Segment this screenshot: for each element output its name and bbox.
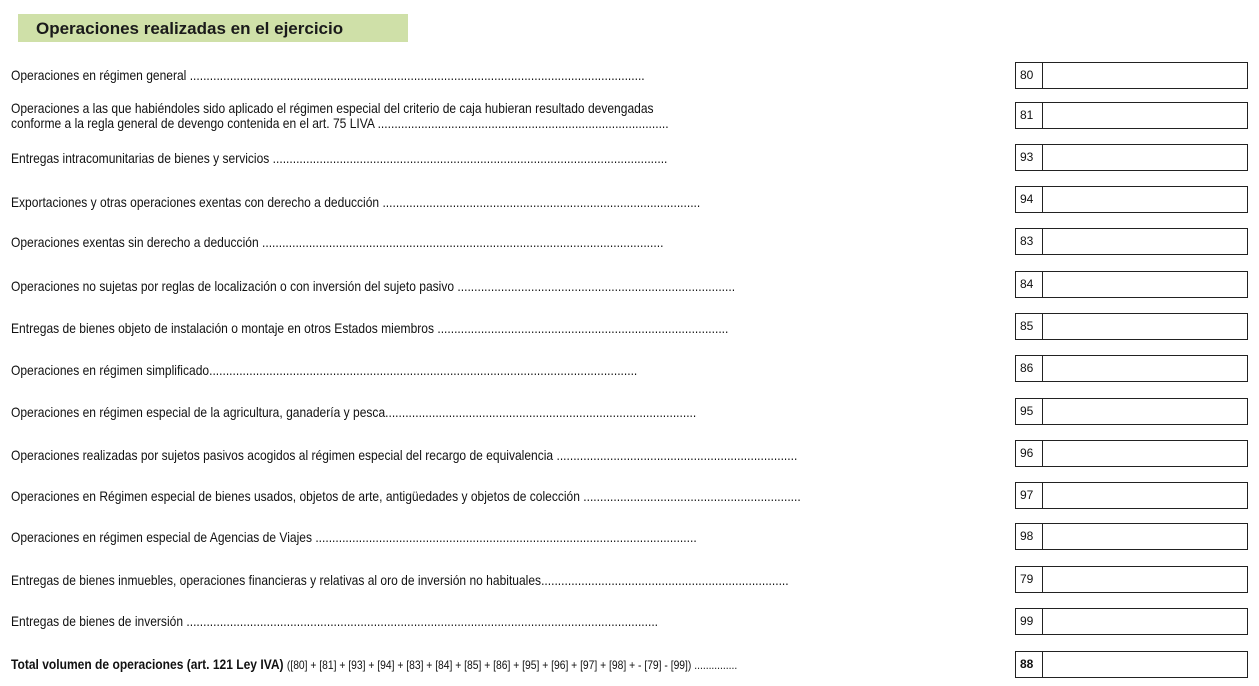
row-label-text: Exportaciones y otras operaciones exentas con derecho a deducción — [11, 194, 383, 210]
box-value-88[interactable] — [1043, 651, 1248, 678]
row-label-text: Operaciones no sujetas por reglas de localización o con inversión del sujeto pasivo — [11, 278, 458, 294]
row-label-text: conforme a la regla general de devengo contenida en el art. 75 LIVA — [11, 115, 378, 131]
box-value-81[interactable] — [1043, 102, 1248, 129]
row-81 — [0, 100, 1259, 134]
box-value-94[interactable] — [1043, 186, 1248, 213]
dot-leader: ...................................................................................................................... — [272, 150, 668, 166]
row-96 — [0, 440, 1259, 467]
box-code-85: 85 — [1015, 313, 1043, 340]
box-value-86[interactable] — [1043, 355, 1248, 382]
box-code-81: 81 — [1015, 102, 1043, 129]
box-code-83: 83 — [1015, 228, 1043, 255]
box-value-80[interactable] — [1043, 62, 1248, 89]
total-label — [11, 656, 862, 673]
row-label — [11, 150, 862, 166]
box-code-88: 88 — [1015, 651, 1043, 678]
row-83 — [0, 228, 1259, 255]
box-code-93: 93 — [1015, 144, 1043, 171]
row-label-line1 — [11, 100, 862, 116]
box-value-85[interactable] — [1043, 313, 1248, 340]
dot-leader: ........................................................................................................................ — [261, 234, 664, 250]
row-label — [11, 67, 862, 83]
box-value-97[interactable] — [1043, 482, 1248, 509]
row-label — [11, 320, 862, 336]
row-label-text: Operaciones en régimen simplificado — [11, 362, 210, 378]
dot-leader: ............................................................................................... — [382, 194, 701, 210]
box-code-94: 94 — [1015, 186, 1043, 213]
row-label — [11, 404, 862, 420]
box-code-96: 96 — [1015, 440, 1043, 467]
row-label-text: Entregas de bienes de inversión — [11, 613, 187, 629]
box-code-98: 98 — [1015, 523, 1043, 550]
row-label — [11, 613, 862, 629]
dot-leader: ................................................................................... — [457, 278, 736, 294]
box-value-93[interactable] — [1043, 144, 1248, 171]
row-total-88 — [0, 651, 1259, 678]
row-97 — [0, 482, 1259, 509]
row-85 — [0, 313, 1259, 340]
box-code-97: 97 — [1015, 482, 1043, 509]
box-value-99[interactable] — [1043, 608, 1248, 635]
box-value-79[interactable] — [1043, 566, 1248, 593]
row-label — [11, 488, 862, 504]
dot-leader: ............................................................................................................................................. — [186, 613, 659, 629]
box-code-95: 95 — [1015, 398, 1043, 425]
row-label-text: Operaciones en Régimen especial de bienes usados, objetos de arte, antigüedades y objetos de colección — [11, 488, 584, 504]
box-value-98[interactable] — [1043, 523, 1248, 550]
row-80 — [0, 62, 1259, 89]
row-98 — [0, 523, 1259, 550]
row-label — [11, 529, 862, 545]
total-label-text: Total volumen de operaciones (art. 121 Ley IVA) — [11, 656, 287, 672]
dot-leader: ................................................................................................................................ — [209, 362, 638, 378]
box-value-84[interactable] — [1043, 271, 1248, 298]
box-code-86: 86 — [1015, 355, 1043, 382]
dot-leader: ............... — [694, 658, 738, 672]
dot-leader: ....................................................................................... — [377, 115, 669, 131]
box-code-79: 79 — [1015, 566, 1043, 593]
box-value-95[interactable] — [1043, 398, 1248, 425]
row-84 — [0, 271, 1259, 298]
dot-leader: .......................................................................... — [541, 572, 789, 588]
row-95 — [0, 398, 1259, 425]
dot-leader: ............................................................................................. — [385, 404, 697, 420]
row-label — [11, 234, 862, 250]
row-86 — [0, 355, 1259, 382]
dot-leader: ........................................................................................................................................ — [189, 67, 645, 83]
row-label-text: Operaciones exentas sin derecho a deducción — [11, 234, 262, 250]
dot-leader: ........................................................................ — [556, 447, 798, 463]
row-label — [11, 278, 862, 294]
box-value-83[interactable] — [1043, 228, 1248, 255]
row-93 — [0, 144, 1259, 171]
dot-leader: ....................................................................................... — [437, 320, 729, 336]
dot-leader: .................................................................................................................. — [315, 529, 697, 545]
section-title: Operaciones realizadas en el ejercicio — [18, 14, 408, 42]
row-99 — [0, 608, 1259, 635]
box-code-80: 80 — [1015, 62, 1043, 89]
row-label — [11, 572, 862, 588]
box-value-96[interactable] — [1043, 440, 1248, 467]
row-label-text: Entregas de bienes inmuebles, operaciones financieras y relativas al oro de inversión no habituales — [11, 572, 542, 588]
row-label — [11, 194, 862, 210]
box-code-84: 84 — [1015, 271, 1043, 298]
row-label-text: Operaciones en régimen especial de la agricultura, ganadería y pesca — [11, 404, 386, 420]
row-label — [11, 362, 862, 378]
row-label-text: Operaciones en régimen general — [11, 67, 190, 83]
row-94 — [0, 186, 1259, 213]
dot-leader: ................................................................. — [583, 488, 801, 504]
row-label-text: Entregas de bienes objeto de instalación o montaje en otros Estados miembros — [11, 320, 438, 336]
row-label — [11, 447, 862, 463]
row-79 — [0, 566, 1259, 593]
total-formula: ([80] + [81] + [93] + [94] + [83] + [84] + [85] + [86] + [95] + [96] + [97] + [98] + - [79] - [99]) — [286, 658, 695, 672]
row-label-text: Operaciones a las que habiéndoles sido aplicado el régimen especial del criterio de caja hubieran resultado devengadas — [11, 100, 654, 116]
row-label-line2 — [11, 115, 862, 131]
box-code-99: 99 — [1015, 608, 1043, 635]
row-label-text: Operaciones en régimen especial de Agencias de Viajes — [11, 529, 316, 545]
row-label-text: Entregas intracomunitarias de bienes y servicios — [11, 150, 273, 166]
row-label-text: Operaciones realizadas por sujetos pasivos acogidos al régimen especial del recargo de equivalencia — [11, 447, 557, 463]
